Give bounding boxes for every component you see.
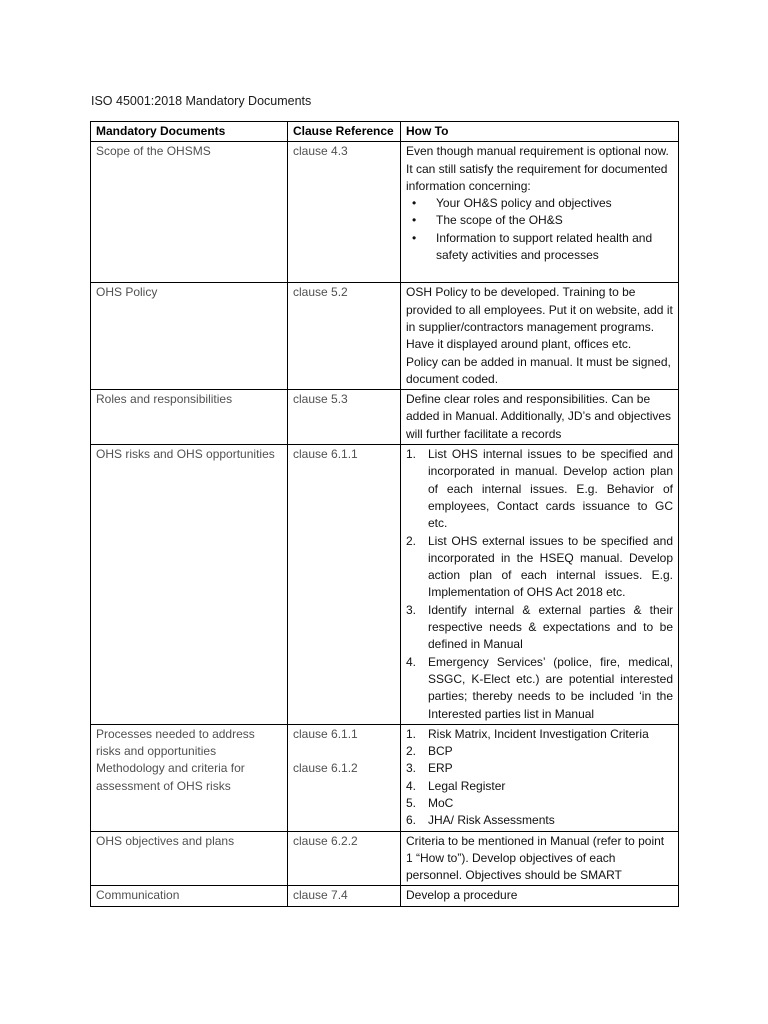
document-name-methodology: Methodology and criteria for assessment of OHS risks (96, 761, 245, 793)
table-row (91, 724, 679, 831)
row-document-name (91, 724, 288, 831)
list-item: • Your OH&S policy and objectives (406, 195, 673, 212)
row-how-to (401, 390, 679, 445)
row-clause-reference: clause 5.3 (288, 390, 401, 445)
row-document-name: Communication (91, 886, 288, 906)
list-number: 3. (406, 602, 417, 617)
how-to-text: Even though manual requirement is optional now. It can still satisfy the requirement for documented information concerning: (406, 144, 669, 193)
row-document-name: Scope of the OHSMS (91, 142, 288, 283)
list-number: 1. (406, 447, 417, 462)
list-item (406, 446, 673, 532)
row-clause-reference: clause 6.1.1 (288, 445, 401, 725)
row-clause-reference: clause 5.2 (288, 283, 401, 390)
numbered-list (406, 726, 673, 830)
list-item (406, 533, 673, 602)
numbered-list (406, 446, 673, 723)
list-text: JHA/ Risk Assessments (428, 813, 555, 828)
row-how-to (401, 886, 679, 906)
row-how-to (401, 445, 679, 725)
table-row (91, 390, 679, 445)
list-number: 3. (406, 761, 417, 776)
row-how-to (401, 283, 679, 390)
document-title: ISO 45001:2018 Mandatory Documents (91, 94, 312, 108)
row-document-name: OHS risks and OHS opportunities (91, 445, 288, 725)
list-number: 1. (406, 726, 417, 741)
row-how-to (401, 142, 679, 283)
list-text: ERP (428, 761, 453, 776)
clause-methodology: clause 6.1.2 (293, 761, 358, 776)
document-name-processes: Processes needed to address risks and opportunities (96, 726, 255, 759)
list-item (406, 726, 673, 743)
row-clause-reference: clause 6.2.2 (288, 831, 401, 886)
table-row (91, 886, 679, 906)
how-to-text: OSH Policy to be developed. Training to be provided to all employees. Put it on website, add it in supplier/contractors management programs. Have it displayed around plant, offices etc. (406, 285, 673, 352)
table-row (91, 831, 679, 886)
row-how-to (401, 831, 679, 886)
row-clause-reference (288, 724, 401, 831)
list-item (406, 812, 673, 829)
how-to-text: Define clear roles and responsibilities. Can be added in Manual. Additionally, JD’s and objectives will further facilitate a records (406, 392, 672, 441)
header-how-to: How To (401, 122, 679, 142)
list-text: MoC (428, 795, 454, 810)
table-row (91, 283, 679, 390)
clause-processes: clause 6.1.1 (293, 726, 358, 741)
list-text: List OHS internal issues to be specified and incorporated in manual. Develop action plan of each internal issues. E.g. Behavior of employees, Contact cards issuance to GC etc. (428, 447, 673, 531)
list-number: 4. (406, 778, 417, 793)
list-text: Risk Matrix, Incident Investigation Criteria (428, 726, 649, 741)
list-item (406, 778, 673, 795)
list-item (406, 654, 673, 723)
table-row (91, 142, 679, 283)
list-number: 2. (406, 744, 417, 759)
list-text: Emergency Services’ (police, fire, medical, SSGC, K-Elect etc.) are potential interested parties; thereby needs to be included ‘in the Interested parties list in Manual (428, 654, 673, 721)
mandatory-documents-table (90, 121, 679, 907)
list-item: • The scope of the OH&S (406, 212, 673, 229)
table-row (91, 445, 679, 725)
row-how-to (401, 724, 679, 831)
how-to-text: Criteria to be mentioned in Manual (refer to point 1 “How to”). Develop objectives of each personnel. Objectives should be SMART (406, 833, 665, 883)
list-item (406, 760, 673, 777)
list-number: 6. (406, 813, 417, 828)
header-mandatory-documents: Mandatory Documents (91, 122, 288, 142)
list-item (406, 743, 673, 760)
row-document-name: OHS objectives and plans (91, 831, 288, 886)
list-text: Legal Register (428, 778, 506, 793)
list-number: 5. (406, 795, 417, 810)
bullet-list (406, 195, 673, 264)
row-clause-reference: clause 4.3 (288, 142, 401, 283)
how-to-text: Policy can be added in manual. It must be signed, document coded. (406, 354, 671, 386)
how-to-text: Develop a procedure (406, 888, 518, 903)
list-text: Identify internal & external parties & their respective needs & expectations and to be defined in Manual (428, 602, 673, 652)
header-clause-reference: Clause Reference (288, 122, 401, 142)
table-header-row (91, 122, 679, 142)
list-text: List OHS external issues to be specified and incorporated in the HSEQ manual. Develop action plan of each internal issues. E.g. Implementation of OHS Act 2018 etc. (428, 533, 673, 600)
list-text: BCP (428, 744, 453, 759)
list-number: 2. (406, 533, 417, 548)
row-clause-reference: clause 7.4 (288, 886, 401, 906)
list-item (406, 602, 673, 654)
row-document-name: OHS Policy (91, 283, 288, 390)
row-document-name: Roles and responsibilities (91, 390, 288, 445)
list-number: 4. (406, 654, 417, 669)
list-item: • Information to support related health and safety activities and processes (406, 230, 673, 265)
list-item (406, 795, 673, 812)
